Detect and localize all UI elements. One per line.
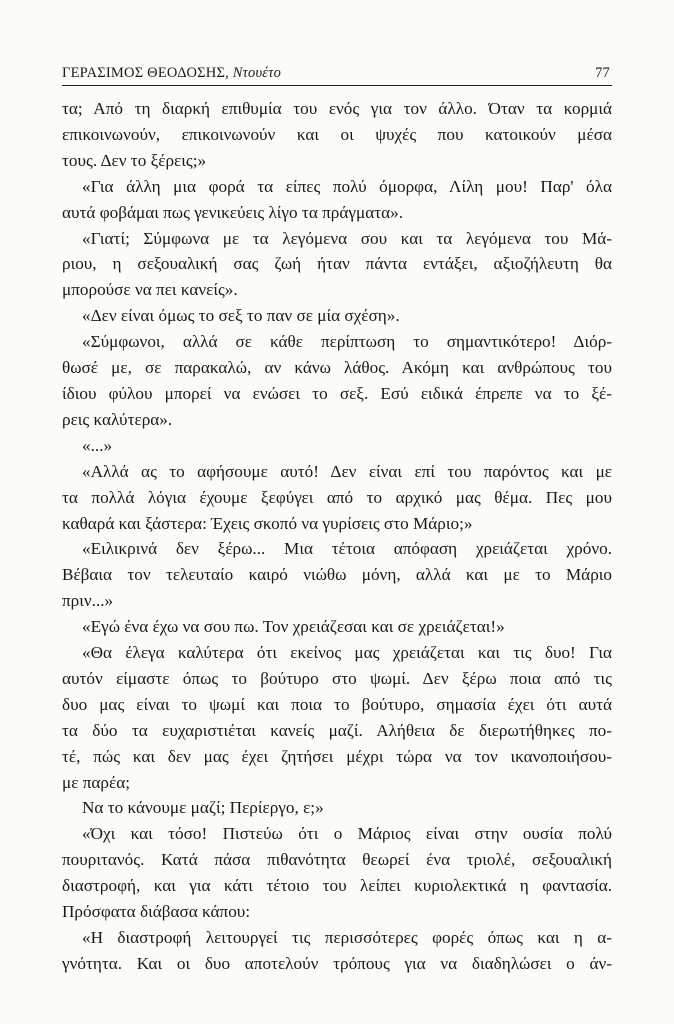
- text-line: πουριτανός. Κατά πάσα πιθανότητα θεωρεί ένα τριολέ, σεξουαλική: [62, 850, 612, 870]
- text-line: αυτόν είμαστε όπως το βούτυρο στο ψωμί. Δεν ξέρω ποια από τις: [62, 668, 612, 688]
- text-line: «Θα έλεγα καλύτερα ότι εκείνος μας χρειάζεται και τις δυο! Για: [82, 643, 612, 663]
- book-title: Ντουέτο: [232, 65, 282, 81]
- running-header: [62, 63, 612, 86]
- text-line: θωσέ με, σε παρακαλώ, αν κάνω λάθος. Ακόμη και ανθρώπους του: [62, 358, 612, 378]
- text-line: τα δύο τα ευχαριστιέται κανείς μαζί. Αλήθεια δε διερωτήθηκες πο-: [62, 720, 612, 740]
- text-line: τέ, πώς και δεν μας έχει ζητήσει μέχρι τώρα να τον ικανοποιήσου-: [62, 746, 612, 766]
- text-line: ρεις καλύτερα».: [62, 409, 173, 429]
- text-line: καθαρά και ξάστερα: Έχεις σκοπό να γυρίσεις στο Μάριο;»: [62, 513, 473, 533]
- text-line: με παρέα;: [62, 772, 130, 792]
- text-line: ριου, η σεξουαλική σας ζωή ήταν πάντα εντάξει, αξιοζήλευτη θα: [62, 254, 612, 274]
- text-line: τα; Από τη διαρκή επιθυμία του ενός για τον άλλο. Όταν τα κορμιά: [62, 99, 612, 118]
- text-line: μπορούσε να πει κανείς».: [62, 280, 238, 300]
- text-line: γνότητα. Και οι δυο αποτελούν τρόπους για να διαδηλώσει ο άν-: [62, 953, 612, 973]
- text-line: «Ειλικρινά δεν ξέρω... Μια τέτοια απόφαση χρειάζεται χρόνο.: [82, 539, 612, 559]
- text-line: Πρόσφατα διάβασα κάπου:: [62, 902, 251, 922]
- text-line: «Εγώ ένα έχω να σου πω. Τον χρειάζεσαι και σε χρειάζεται!»: [82, 617, 505, 637]
- text-line: πριν...»: [62, 591, 114, 611]
- text-line: αυτά φοβάμαι πως γενικεύεις λίγο τα πράγματα».: [62, 202, 403, 222]
- text-line: «Η διαστροφή λειτουργεί τις περισσότερες φορές όπως και η α-: [82, 928, 612, 947]
- text-line: «Δεν είναι όμως το σεξ το παν σε μία σχέση».: [82, 306, 400, 326]
- text-line: δυο μας είναι το ψωμί και ποια το βούτυρο, σημασία έχει ότι αυτά: [62, 694, 612, 714]
- page-number: 77: [595, 65, 610, 81]
- text-line: «Όχι και τόσο! Πιστεύω ότι ο Μάριος είναι στην ουσία πολύ: [82, 824, 612, 844]
- text-line: διαστροφή, και για κάτι τέτοιο του λείπει κυριολεκτικά η φαντασία.: [62, 876, 612, 896]
- text-line: επικοινωνούν, επικοινωνούν και οι ψυχές που κατοικούν μέσα: [62, 124, 612, 144]
- body-text: [62, 96, 612, 977]
- text-line: «Γιατί; Σύμφωνα με τα λεγόμενα σου και τα λεγόμενα του Μά-: [82, 228, 612, 248]
- running-header-author: [62, 65, 281, 82]
- text-line: Βέβαια τον τελευταίο καιρό νιώθω μόνη, αλλά και με το Μάριο: [62, 565, 612, 585]
- text-line: «Αλλά ας το αφήσουμε αυτό! Δεν είναι επί του παρόντος και με: [82, 461, 612, 481]
- text-line: «Σύμφωνοι, αλλά σε κάθε περίπτωση το σημαντικότερο! Διόρ-: [82, 332, 612, 352]
- text-line: ίδιου φύλου μπορεί να ενώσει το σεξ. Εσύ ειδικά έπρεπε να το ξέ-: [62, 383, 612, 403]
- text-line: Να το κάνουμε μαζί; Περίεργο, ε;»: [82, 798, 324, 818]
- text-line: τα πολλά λόγια έχουμε ξεφύγει από το αρχικό μας θέμα. Πες μου: [62, 487, 612, 507]
- text-line: «...»: [82, 435, 113, 455]
- text-line: «Για άλλη μια φορά τα είπες πολύ όμορφα, Λίλη μου! Παρ' όλα: [82, 176, 612, 196]
- author-name: ΓΕΡΑΣΙΜΟΣ ΘΕΟΔΟΣΗΣ,: [62, 65, 229, 81]
- text-line: τους. Δεν το ξέρεις;»: [62, 150, 207, 170]
